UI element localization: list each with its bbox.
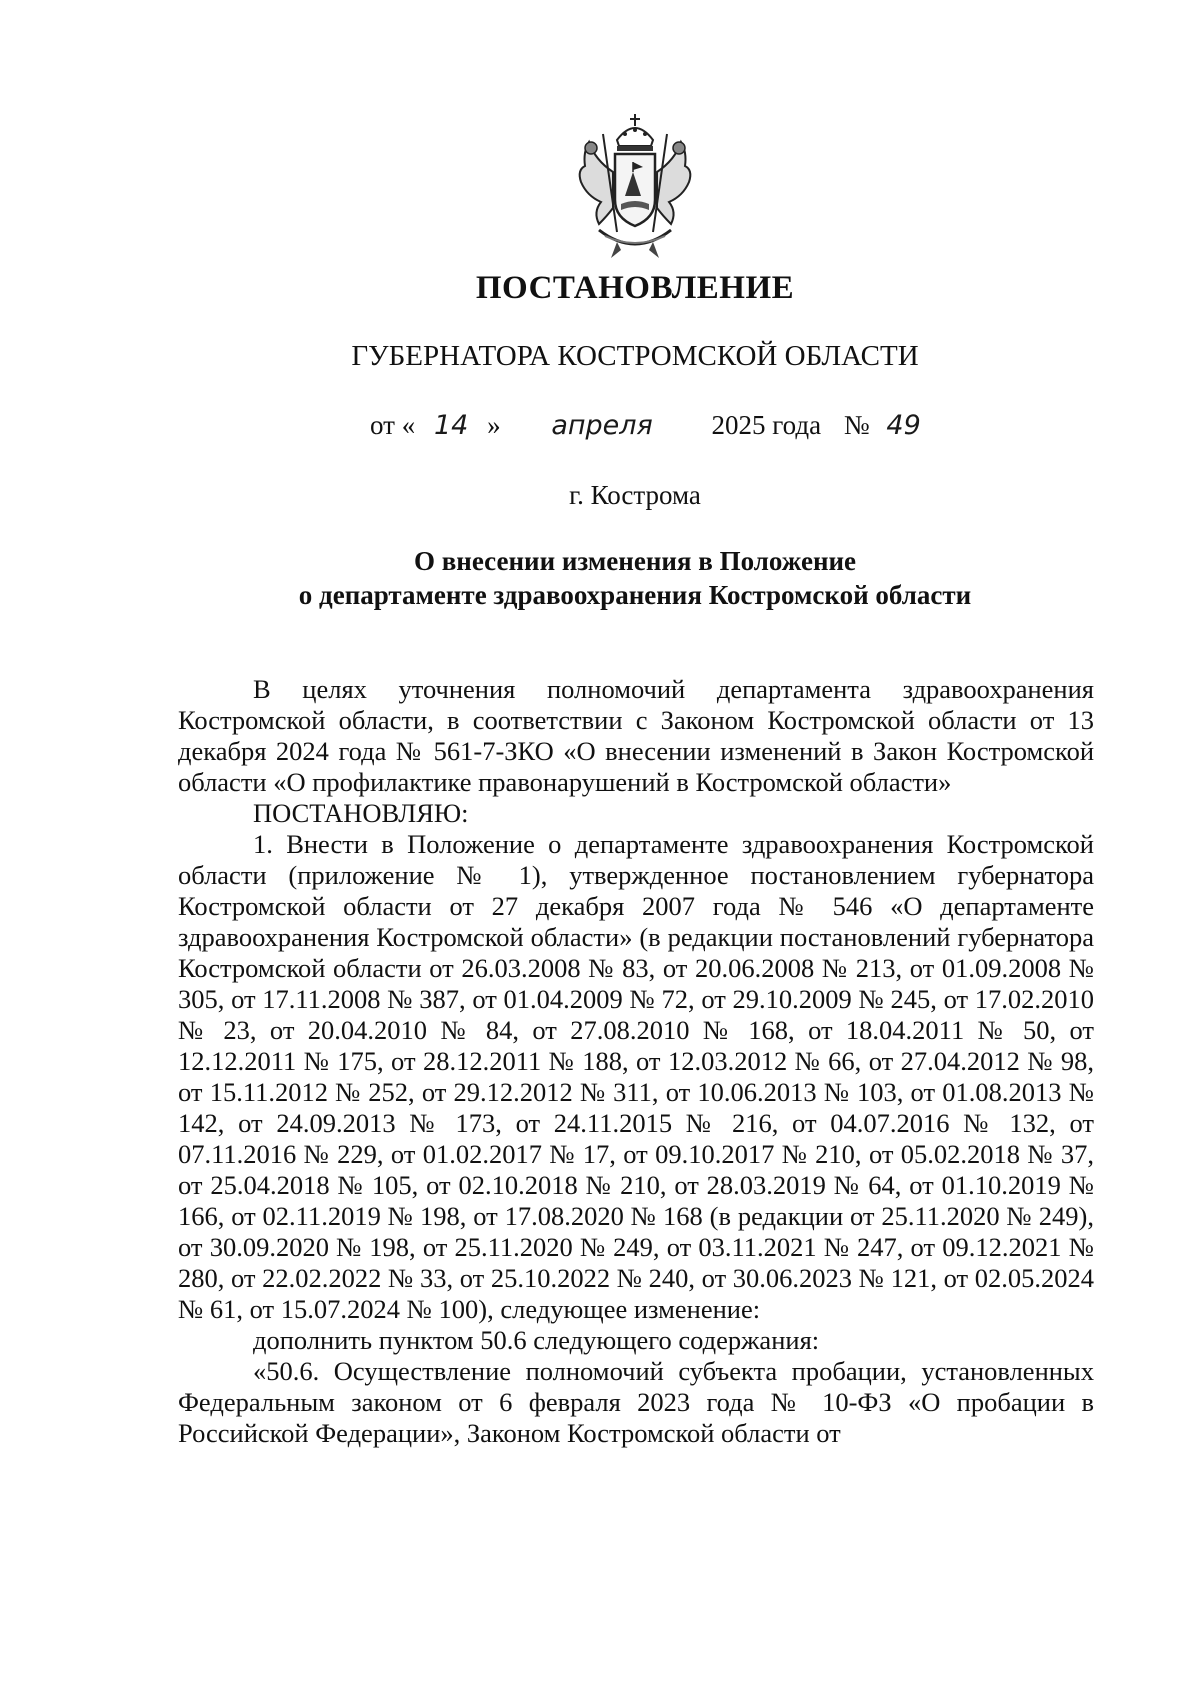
heading-line-1: О внесении изменения в Положение bbox=[413, 546, 857, 576]
paragraph-supplement: дополнить пунктом 50.6 следующего содержания: bbox=[253, 1325, 820, 1355]
document-subtitle: ГУБЕРНАТОРА КОСТРОМСКОЙ ОБЛАСТИ bbox=[351, 340, 919, 372]
kostroma-coat-of-arms-icon bbox=[555, 112, 715, 262]
date-line bbox=[370, 410, 921, 441]
paragraph-decree: ПОСТАНОВЛЯЮ: bbox=[253, 798, 469, 828]
date-close-quote: » bbox=[487, 410, 501, 440]
number-sign: № bbox=[843, 410, 870, 440]
document-city: г. Кострома bbox=[569, 480, 701, 510]
date-year: 2025 года bbox=[711, 410, 822, 440]
paragraph-item-1: 1. Внести в Положение о департаменте здравоохранения Костромской области (приложение № 1), утвержденное постановлением губернатора Костромской области от 27 декабря 2007 года № 546 «О департаменте здравоохранения Костромской области» (в редакции постановлений губернатора Костромской области от 26.03.2008 № 83, от 20.06.2008 № 213, от 01.09.2008 № 305, от 17.11.2008 № 387, от 01.04.2009 № 72, от 29.10.2009 № 245, от 17.02.2010 № 23, от 20.04.2010 № 84, от 27.08.2010 № 168, от 18.04.2011 № 50, от 12.12.2011 № 175, от 28.12.2011 № 188, от 12.03.2012 № 66, от 27.04.2012 № 98, от 15.11.2012 № 252, от 29.12.2012 № 311, от 10.06.2013 № 103, от 01.08.2013 № 142, от 24.09.2013 № 173, от 24.11.2015 № 216, от 04.07.2016 № 132, от 07.11.2016 № 229, от 01.02.2017 № 17, от 09.10.2017 № 210, от 05.02.2018 № 37, от 25.04.2018 № 105, от 02.10.2018 № 210, от 28.03.2019 № 64, от 01.10.2019 № 166, от 02.11.2019 № 198, от 17.08.2020 № 168 (в редакции от 25.11.2020 № 249), от 30.09.2020 № 198, от 25.11.2020 № 249, от 03.11.2021 № 247, от 09.12.2021 № 280, от 22.02.2022 № 33, от 25.10.2022 № 240, от 30.06.2023 № 121, от 02.05.2024 № 61, от 15.07.2024 № 100), следующее изменение: bbox=[178, 829, 1094, 1324]
document-body bbox=[178, 674, 1094, 1449]
paragraph-50-6: «50.6. Осуществление полномочий субъекта пробации, установленных Федеральным законом от 6 февраля 2023 года № 10-ФЗ «О пробации в Российской Федерации», Законом Костромской области от bbox=[178, 1356, 1094, 1448]
heading-line-2: о департаменте здравоохранения Костромской области bbox=[298, 580, 972, 610]
date-day: 14 bbox=[433, 410, 469, 441]
document-heading bbox=[0, 544, 1200, 612]
document-number: 49 bbox=[886, 410, 921, 441]
date-prefix: от « bbox=[370, 410, 416, 440]
document-title: ПОСТАНОВЛЕНИЕ bbox=[475, 270, 795, 306]
date-month: апреля bbox=[551, 410, 653, 441]
paragraph-preamble: В целях уточнения полномочий департамента здравоохранения Костромской области, в соответствии с Законом Костромской области от 13 декабря 2024 года № 561-7-ЗКО «О внесении изменений в Закон Костромской области «О профилактике правонарушений в Костромской области» bbox=[178, 674, 1094, 797]
